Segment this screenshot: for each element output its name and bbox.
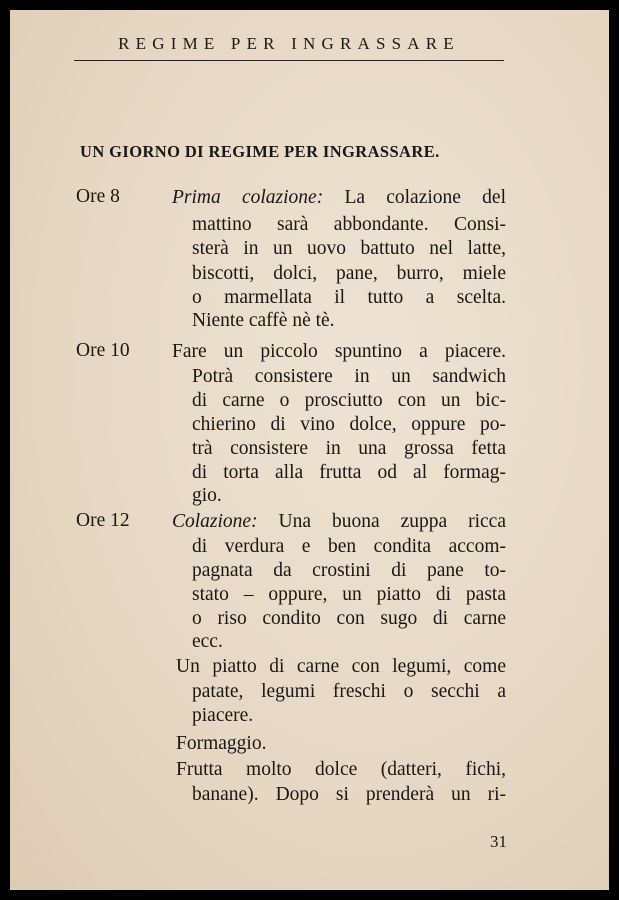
- section-title: UN GIORNO DI REGIME PER INGRASSARE.: [80, 142, 440, 161]
- text-line: di verdura e ben condita accom-: [192, 536, 506, 557]
- text-line: di torta alla frutta od al formag-: [192, 462, 506, 483]
- text-line: stato – oppure, un piatto di pasta: [192, 584, 506, 605]
- header-rule: [74, 60, 504, 61]
- meal-heading: Prima colazione:: [172, 187, 324, 208]
- meal-heading: Colazione:: [172, 511, 258, 532]
- text-line: Frutta molto dolce (datteri, fichi,: [176, 759, 506, 780]
- text-line: Potrà consistere in un sandwich: [192, 366, 506, 387]
- text-line: ecc.: [192, 631, 223, 652]
- text-line: sterà in un uovo battuto nel latte,: [192, 238, 506, 259]
- text-line: gio.: [192, 485, 222, 506]
- text-line: o riso condito con sugo di carne: [192, 608, 506, 629]
- entry-ore-10-line-1: Fare un piccolo spuntino a piacere.: [172, 341, 506, 362]
- text-line: di carne o prosciutto con un bic-: [192, 390, 506, 411]
- page-number: 31: [490, 832, 507, 851]
- entry-ore-12-line-1: [172, 510, 506, 534]
- time-label-ore-10: Ore 10: [76, 340, 130, 361]
- text-line: o marmellata il tutto a scelta.: [192, 287, 506, 308]
- text-line: patate, legumi freschi o secchi a: [192, 681, 506, 702]
- time-label-ore-8: Ore 8: [76, 186, 120, 207]
- text-line: Formaggio.: [176, 733, 267, 754]
- text-line: banane). Dopo si prenderà un ri-: [192, 784, 506, 805]
- text-line: Niente caffè nè tè.: [192, 310, 335, 331]
- text-line: biscotti, dolci, pane, burro, miele: [192, 263, 506, 284]
- entry-ore-8-line-1: [172, 186, 506, 210]
- running-header: REGIME PER INGRASSARE: [118, 34, 460, 53]
- time-label-ore-12: Ore 12: [76, 510, 130, 531]
- book-page: [10, 10, 609, 890]
- text-line: pagnata da crostini di pane to-: [192, 560, 506, 581]
- text-fragment: La colazione del: [323, 187, 506, 208]
- text-line: chierino di vino dolce, oppure po-: [192, 414, 506, 435]
- text-line: trà consistere in una grossa fetta: [192, 438, 506, 459]
- text-line: piacere.: [192, 705, 254, 726]
- text-line: Un piatto di carne con legumi, come: [176, 656, 506, 677]
- text-fragment: Una buona zuppa ricca: [257, 511, 506, 532]
- text-line: mattino sarà abbondante. Consi-: [192, 214, 506, 235]
